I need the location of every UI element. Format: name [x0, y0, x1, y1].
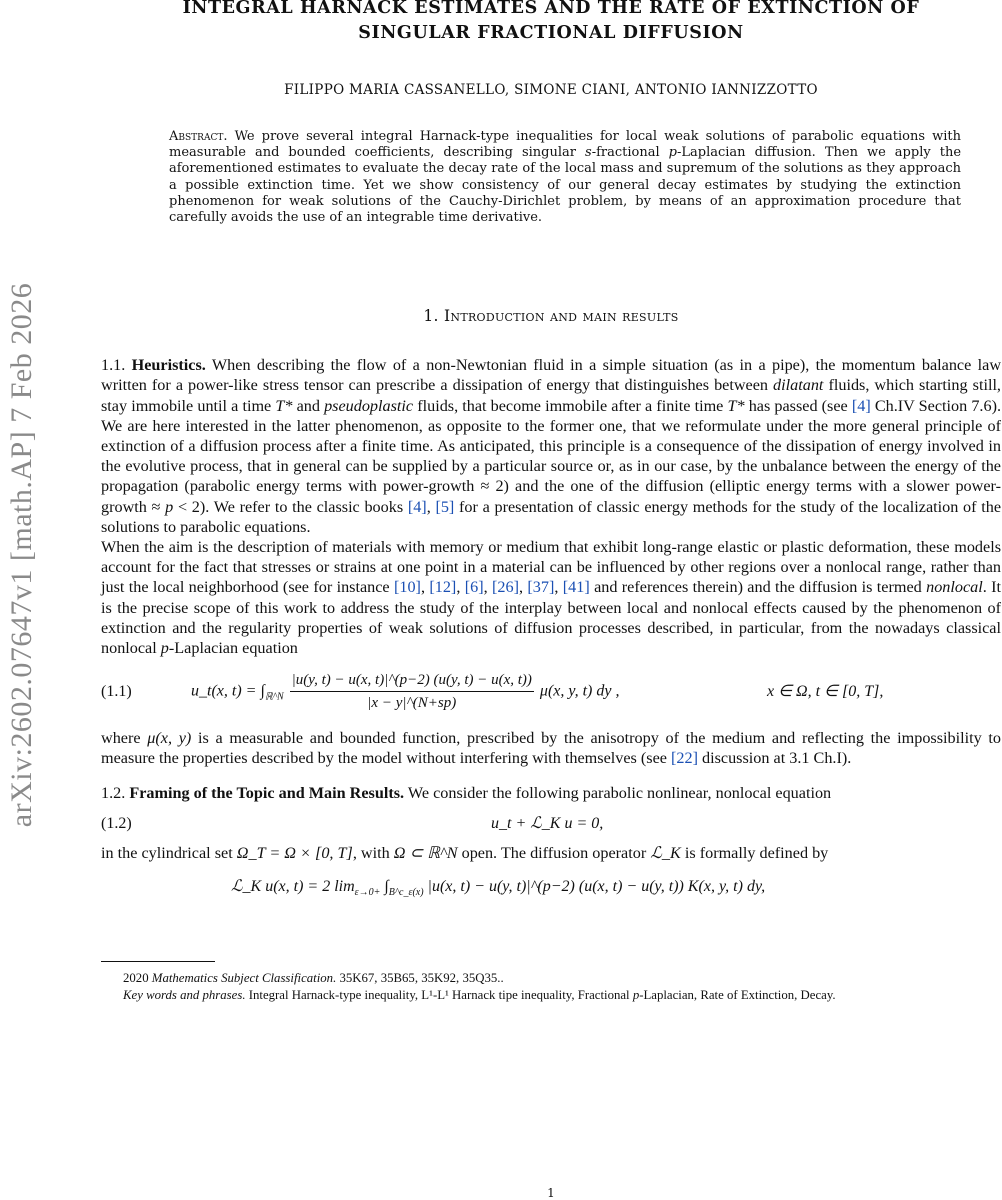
paragraph-text: for a presentation of classic energy methods for the study of the localization of the solutions to parabolic equations.	[101, 497, 1002, 536]
paragraph-text: < 2). We refer to the classic books	[173, 497, 408, 516]
paper-title	[101, 0, 1001, 46]
footnote-label: Mathematics Subject Classification.	[151, 971, 337, 986]
paragraph-text: When the aim is the description of materials with memory or medium that exhibit long-range elastic or plastic deformation, these models account for the fact that stresses or strains at one point in a material can be influenced by other regions over a nonlocal range, rather than just the local neighborhood (see for instance	[101, 538, 1001, 597]
math-omega-t: Ω_T = Ω × [0, T]	[236, 843, 353, 862]
page-number: 1	[547, 1186, 555, 1200]
math-p: p	[165, 497, 174, 516]
equation-1-1	[101, 666, 1001, 722]
title-line-1: INTEGRAL HARNACK ESTIMATES AND THE RATE OF EXTINCTION OF	[182, 0, 920, 18]
citation-link[interactable]: [37]	[527, 578, 555, 597]
footnote-text: -Laplacian, Rate of Extinction, Decay.	[639, 988, 836, 1003]
citation-link[interactable]: [5]	[435, 497, 455, 516]
eq-limit-sub: ε→0+	[354, 887, 381, 899]
eq-lhs: ℒ_K u(x, t) = 2 lim	[231, 878, 355, 896]
section-body	[101, 355, 1001, 917]
paragraph-text: and	[292, 396, 325, 415]
paper-page	[101, 0, 1002, 1200]
eq-rhs: μ(x, y, t) dy ,	[539, 682, 620, 700]
paragraph-text: ,	[518, 578, 528, 597]
paragraph-text: fluids, that become immobile after a finite time	[413, 396, 728, 415]
math-operator: ℒ_K	[650, 843, 681, 862]
title-line-2: SINGULAR FRACTIONAL DIFFUSION	[358, 23, 744, 43]
paragraph-framing	[101, 783, 1001, 803]
paragraph-text: and references therein) and the diffusion is termed	[589, 578, 927, 597]
arxiv-sidebar-stamp	[4, 205, 40, 905]
paragraph-text: ,	[456, 578, 465, 597]
paragraph-text: We consider the following parabolic nonlinear, nonlocal equation	[404, 783, 832, 802]
citation-link[interactable]: [26]	[492, 578, 519, 597]
paragraph-cylinder	[101, 843, 1001, 863]
subsection-number: 1.1.	[101, 356, 126, 375]
math-omega: Ω ⊂ ℝ^N	[393, 843, 458, 862]
citation-link[interactable]: [4]	[407, 497, 427, 516]
abstract-s: s	[585, 145, 592, 161]
abstract-label: Abstract.	[169, 129, 228, 144]
paragraph-text: in the cylindrical set	[101, 843, 237, 862]
paragraph-text: open. The diffusion operator	[457, 843, 651, 862]
equation-body	[191, 670, 619, 713]
eq-integral-domain: ℝ^N	[264, 691, 284, 703]
math-T-star: T*	[727, 396, 745, 415]
eq-denominator: |x − y|^(N+sp)	[367, 695, 457, 712]
eq-condition: x ∈ Ω, t ∈ [0, T],	[767, 683, 884, 701]
paragraph-text: , with	[352, 843, 394, 862]
emph-pseudoplastic: pseudoplastic	[324, 396, 414, 415]
paragraph-text: ,	[420, 578, 430, 597]
paragraph-text: Ch.IV Section 7.6). We are here interested in the latter phenomenon, as opposite to the former one, that we reformulate under the more general principle of extinction of a diffusion process after a finite time. As anticipated, this principle is a consequence of the dissipation of energy involved in the evolutive process, that in general can be supplied by a particular source or, as in our case, by the unbalance between the energy of the propagation (parabolic energy terms with power-growth ≈ 2) and the one of the diffusion (elliptic energy terms with a slower power-growth ≈	[101, 396, 1002, 516]
footnote-text: 2020	[123, 971, 152, 986]
section-heading: 1. Introduction and main results	[423, 307, 679, 326]
paragraph-text: fluids, which starting still, stay immobile until a time	[101, 376, 1001, 415]
citation-link[interactable]: [12]	[429, 578, 457, 597]
abstract-p: p	[668, 145, 677, 161]
paragraph-text: When describing the flow of a non-Newtonian fluid in a simple situation (as in a pipe), the momentum balance law written for a power-like stress tensor can prescribe a dissipation of energy that distinguishes between	[101, 356, 1002, 395]
footnote-text: 35K67, 35B65, 35K92, 35Q35..	[336, 971, 504, 986]
footnote-text: Integral Harnack-type inequality, L¹-L¹ Harnack tipe inequality, Fractional	[245, 988, 633, 1003]
paragraph-text: ,	[554, 578, 563, 597]
paragraph-text: . It is the precise scope of this work to address the study of the interplay between local and nonlocal effects caused by the phenomenon of extinction and the regularity properties of weak solutions of diffusion processes described, in particular, from the nowadays classical nonlocal	[101, 578, 1002, 658]
footnotes	[101, 970, 1001, 1004]
eq-integral-domain: B^c_ε(x)	[388, 887, 424, 899]
math-T-star: T*	[275, 396, 293, 415]
footnote-label: Key words and phrases.	[123, 988, 246, 1003]
abstract	[169, 129, 961, 226]
eq-lhs: u_t(x, t) = ∫	[191, 682, 265, 700]
math-p: p	[160, 639, 169, 658]
citation-link[interactable]: [41]	[562, 578, 590, 597]
citation-link[interactable]: [22]	[671, 749, 698, 768]
footnote-msc	[101, 970, 1001, 987]
paragraph-text: ,	[483, 578, 492, 597]
equation-number: (1.2)	[101, 814, 132, 832]
paragraph-text: has passed (see	[744, 396, 852, 415]
paragraph-text: is a measurable and bounded function, prescribed by the anisotropy of the medium and reflecting the impossibility to measure the properties described by the model without interfering with themselves (see	[101, 729, 1001, 768]
abstract-text: We prove several integral Harnack-type inequalities for local weak solutions of parabolic equations with measurable and bounded coefficients, describing singular	[169, 129, 961, 161]
paragraph-text: where	[101, 729, 148, 748]
citation-link[interactable]: [4]	[851, 396, 871, 415]
eq-rhs: |u(x, t) − u(y, t)|^(p−2) (u(x, t) − u(y, t)) K(x, y, t) dy,	[427, 878, 766, 896]
equation-body: u_t + ℒ_K u = 0,	[491, 814, 604, 832]
authors: FILIPPO MARIA CASSANELLO, SIMONE CIANI, ANTONIO IANNIZZOTTO	[284, 82, 818, 98]
abstract-text: -fractional	[591, 145, 669, 161]
paragraph-text: discussion at 3.1 Ch.I).	[697, 749, 852, 768]
footnote-keywords	[101, 987, 1001, 1004]
subsection-title: Framing of the Topic and Main Results.	[129, 783, 405, 802]
equation-body: ℒ_K u(x, t) = 2 $\lim_{\varepsilon\to 0+} \int_{B\^{}c\_\varepsilon(x)}$ |u(x, t) − u(y, t)|^(p−2) (u(x, t) − u(y, t)) K(x, y, t) dy,	[231, 878, 766, 899]
paragraph-mu	[101, 728, 1001, 768]
eq-numerator: |u(y, t) − u(x, t)|^(p−2) (u(y, t) − u(x, t))	[290, 670, 534, 692]
emph-dilatant: dilatant	[773, 376, 824, 395]
paragraph-text: ,	[426, 497, 436, 516]
paragraph-nonlocal	[101, 537, 1001, 658]
abstract-text: -Laplacian diffusion. Then we apply the aforementioned estimates to evaluate the decay rate of the local mass and supremum of the solutions as they approach a possible extinction time. Yet we show consistency of our general decay estimates by studying the extinction phenomenon for weak solutions of the Cauchy-Dirichlet problem, by means of an approximation procedure that carefully avoids the use of an integrable time derivative.	[169, 145, 962, 226]
subsection-number: 1.2.	[101, 783, 126, 802]
math-mu: μ(x, y)	[147, 729, 192, 748]
emph-nonlocal: nonlocal	[926, 578, 983, 597]
equation-1-2	[101, 805, 1001, 843]
arxiv-id: arXiv:2602.07647v1 [math.AP] 7 Feb 2026	[5, 282, 38, 828]
subsection-title: Heuristics.	[131, 356, 206, 375]
paragraph-text: -Laplacian equation	[168, 639, 298, 658]
equation-operator	[101, 869, 1001, 917]
footnote-rule	[101, 961, 215, 962]
eq-fraction	[290, 670, 534, 713]
citation-link[interactable]: [10]	[393, 578, 421, 597]
equation-number: (1.1)	[101, 683, 132, 701]
paragraph-text: is formally defined by	[680, 843, 829, 862]
citation-link[interactable]: [6]	[464, 578, 484, 597]
paragraph-heuristics	[101, 355, 1001, 537]
math-p: p	[632, 988, 640, 1003]
